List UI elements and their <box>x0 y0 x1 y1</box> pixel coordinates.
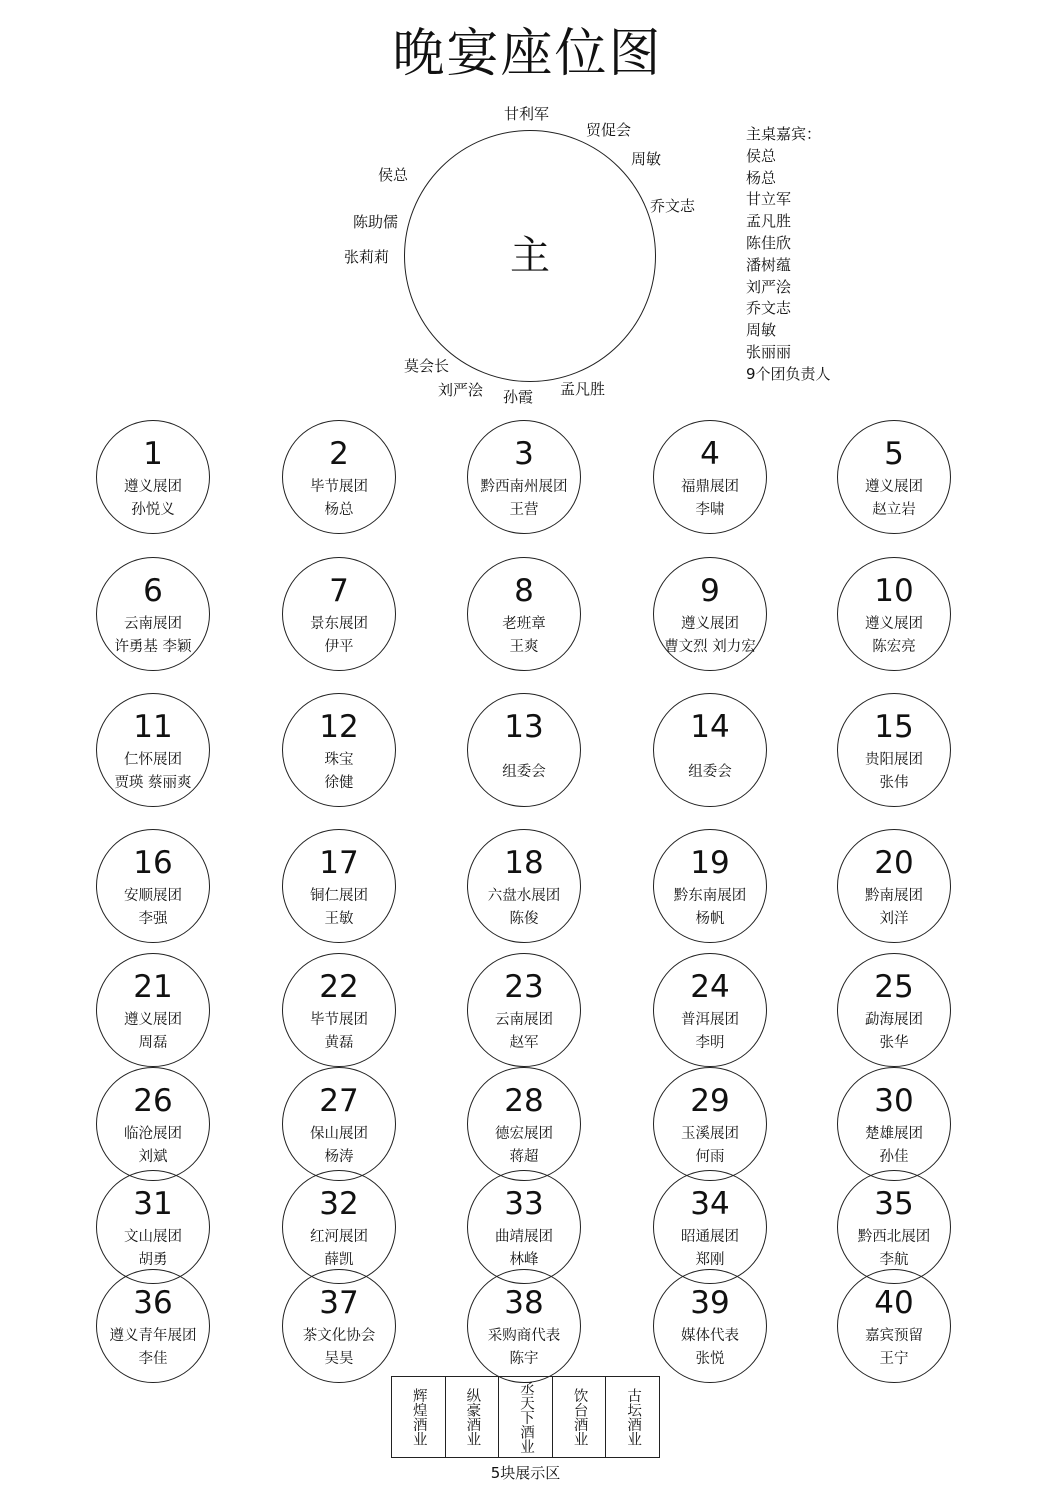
main-seat: 孙霞 <box>503 388 534 406</box>
table-group: 临沧展团 <box>124 1126 182 1142</box>
guest-list-title: 主桌嘉宾： <box>746 125 822 143</box>
booth <box>499 1377 553 1457</box>
booth <box>553 1377 607 1457</box>
guest-table <box>837 829 951 943</box>
guest-name: 孟凡胜 <box>746 212 792 231</box>
booth <box>392 1377 446 1457</box>
table-group: 遵义展团 <box>124 1012 182 1028</box>
guest-table <box>837 557 951 671</box>
table-host: 杨帆 <box>695 911 725 927</box>
table-host: 陈宇 <box>509 1351 539 1367</box>
table-host: 曹文烈 刘力宏 <box>664 639 756 655</box>
table-number: 23 <box>504 969 544 1005</box>
guest-name: 潘树蕴 <box>746 255 792 274</box>
table-host: 刘斌 <box>138 1149 168 1165</box>
table-number: 13 <box>504 709 544 745</box>
table-group: 景东展团 <box>310 616 368 632</box>
table-number: 16 <box>133 845 173 881</box>
table-group: 铜仁展团 <box>310 888 368 904</box>
guest-table <box>96 1269 210 1383</box>
table-number: 33 <box>504 1186 544 1222</box>
table-group: 福鼎展团 <box>681 479 739 495</box>
table-number: 19 <box>690 845 730 881</box>
table-group: 黔南展团 <box>865 888 923 904</box>
table-number: 30 <box>874 1083 914 1119</box>
guest-table <box>653 1170 767 1284</box>
booth-caption: 5块展示区 <box>490 1464 561 1482</box>
guest-table <box>837 1269 951 1383</box>
guest-table <box>467 420 581 534</box>
table-host: 赵立岩 <box>872 502 916 518</box>
guest-table <box>653 693 767 807</box>
table-host: 许勇基 李颖 <box>114 639 192 655</box>
guest-table <box>467 693 581 807</box>
table-host: 陈宏亮 <box>872 639 916 655</box>
guest-name: 杨总 <box>746 168 777 187</box>
table-number: 31 <box>133 1186 173 1222</box>
table-number: 38 <box>504 1285 544 1321</box>
table-number: 12 <box>319 709 359 745</box>
guest-table <box>282 953 396 1067</box>
guest-table <box>96 829 210 943</box>
guest-table <box>96 693 210 807</box>
table-host: 陈俊 <box>509 911 539 927</box>
head-table-guest-list <box>746 124 831 386</box>
table-host: 蒋超 <box>509 1149 539 1165</box>
table-number: 26 <box>133 1083 173 1119</box>
guest-table <box>282 1269 396 1383</box>
table-number: 15 <box>874 709 914 745</box>
table-group: 毕节展团 <box>310 1012 368 1028</box>
table-group: 黔西南州展团 <box>480 479 568 495</box>
table-group: 曲靖展团 <box>495 1229 553 1245</box>
table-group: 毕节展团 <box>310 479 368 495</box>
guest-table <box>282 693 396 807</box>
guest-name: 甘立军 <box>746 190 792 209</box>
table-number: 18 <box>504 845 544 881</box>
main-seat: 刘严浍 <box>438 381 484 399</box>
guest-table <box>653 557 767 671</box>
guest-table <box>467 1067 581 1181</box>
table-group: 黔西北展团 <box>857 1229 931 1245</box>
main-seat: 孟凡胜 <box>560 380 606 398</box>
table-group: 茶文化协会 <box>302 1328 376 1344</box>
guest-name: 乔文志 <box>746 299 792 318</box>
table-number: 39 <box>690 1285 730 1321</box>
table-host: 李啸 <box>695 502 725 518</box>
table-group: 贵阳展团 <box>865 752 923 768</box>
guest-table <box>653 1269 767 1383</box>
table-group: 安顺展团 <box>124 888 182 904</box>
main-table-label: 主 <box>510 233 550 279</box>
guest-table <box>837 953 951 1067</box>
table-group: 勐海展团 <box>865 1012 923 1028</box>
table-host: 胡勇 <box>138 1252 168 1268</box>
table-group: 遵义青年展团 <box>109 1328 197 1344</box>
table-group: 老班章 <box>502 616 546 632</box>
main-seat: 张莉莉 <box>344 248 390 266</box>
guest-table <box>96 953 210 1067</box>
main-seat: 莫会长 <box>404 357 450 375</box>
guest-table <box>837 420 951 534</box>
booth <box>446 1377 500 1457</box>
table-number: 3 <box>514 436 534 472</box>
guest-table <box>96 1170 210 1284</box>
guest-table <box>96 557 210 671</box>
guest-table <box>837 1170 951 1284</box>
table-group: 仁怀展团 <box>124 752 182 768</box>
table-host: 郑刚 <box>695 1252 725 1268</box>
table-host: 王营 <box>509 502 539 518</box>
guest-table <box>96 1067 210 1181</box>
table-number: 20 <box>874 845 914 881</box>
booth-label: 古坛酒业 <box>625 1388 642 1446</box>
guest-name: 侯总 <box>746 146 777 165</box>
guest-table <box>467 1269 581 1383</box>
main-seat: 甘利军 <box>504 105 550 123</box>
booth <box>606 1377 659 1457</box>
table-group: 德宏展团 <box>495 1126 553 1142</box>
table-group: 遵义展团 <box>124 479 182 495</box>
table-number: 8 <box>514 573 534 609</box>
table-host: 黄磊 <box>324 1035 354 1051</box>
table-group: 红河展团 <box>310 1229 368 1245</box>
guest-table <box>96 420 210 534</box>
table-host: 林峰 <box>509 1252 539 1268</box>
table-host: 张伟 <box>879 775 909 791</box>
guest-table <box>467 557 581 671</box>
table-number: 17 <box>319 845 359 881</box>
table-host: 李航 <box>879 1252 909 1268</box>
guest-table <box>837 693 951 807</box>
table-host: 刘洋 <box>879 911 909 927</box>
table-group: 文山展团 <box>124 1229 182 1245</box>
main-seat: 侯总 <box>378 166 409 184</box>
table-host: 吴昊 <box>324 1351 354 1367</box>
guest-name: 张丽丽 <box>746 342 792 361</box>
table-number: 25 <box>874 969 914 1005</box>
table-host: 张华 <box>879 1035 909 1051</box>
main-seat: 周敏 <box>631 150 662 168</box>
guest-table <box>282 1170 396 1284</box>
table-host: 孙悦义 <box>131 502 175 518</box>
table-number: 35 <box>874 1186 914 1222</box>
table-number: 34 <box>690 1186 730 1222</box>
table-number: 10 <box>874 573 914 609</box>
table-group: 珠宝 <box>324 752 354 768</box>
table-group: 采购商代表 <box>487 1328 561 1344</box>
table-host: 周磊 <box>138 1035 168 1051</box>
table-group: 组委会 <box>688 764 732 780</box>
table-host: 杨总 <box>324 502 354 518</box>
table-host: 杨涛 <box>324 1149 354 1165</box>
table-number: 29 <box>690 1083 730 1119</box>
guest-table <box>653 953 767 1067</box>
booth-label: 纵豪酒业 <box>464 1388 481 1446</box>
table-group: 云南展团 <box>495 1012 553 1028</box>
table-number: 9 <box>700 573 720 609</box>
table-group: 云南展团 <box>124 616 182 632</box>
table-host: 贾瑛 蔡丽爽 <box>114 775 192 791</box>
guest-table <box>467 829 581 943</box>
table-host: 赵军 <box>509 1035 539 1051</box>
table-number: 5 <box>884 436 904 472</box>
booth-label: 辉煌酒业 <box>410 1388 427 1446</box>
guest-table <box>467 1170 581 1284</box>
table-number: 22 <box>319 969 359 1005</box>
guest-table <box>653 1067 767 1181</box>
guest-table <box>653 420 767 534</box>
table-host: 李强 <box>138 911 168 927</box>
table-number: 24 <box>690 969 730 1005</box>
guest-name: 陈佳欣 <box>746 233 792 252</box>
table-group: 玉溪展团 <box>681 1126 739 1142</box>
table-group: 六盘水展团 <box>487 888 561 904</box>
table-number: 36 <box>133 1285 173 1321</box>
page-title: 晚宴座位图 <box>392 24 663 84</box>
table-host: 张悦 <box>695 1351 725 1367</box>
table-group: 楚雄展团 <box>865 1126 923 1142</box>
table-number: 28 <box>504 1083 544 1119</box>
main-seat: 陈助儒 <box>353 213 399 231</box>
table-host: 李明 <box>695 1035 725 1051</box>
main-seat: 贸促会 <box>586 121 632 139</box>
table-host: 徐健 <box>324 775 354 791</box>
guest-table <box>837 1067 951 1181</box>
table-group: 遵义展团 <box>865 616 923 632</box>
guest-table <box>282 1067 396 1181</box>
table-number: 32 <box>319 1186 359 1222</box>
main-seat: 乔文志 <box>650 197 696 215</box>
table-host: 薛凯 <box>324 1252 354 1268</box>
table-host: 王宁 <box>879 1351 909 1367</box>
table-group: 组委会 <box>502 764 546 780</box>
booth-label: 丞天下酒业 <box>517 1380 534 1454</box>
guest-table <box>653 829 767 943</box>
table-number: 4 <box>700 436 720 472</box>
guest-table <box>282 420 396 534</box>
table-group: 媒体代表 <box>681 1328 739 1344</box>
table-number: 14 <box>690 709 730 745</box>
table-group: 昭通展团 <box>681 1229 739 1245</box>
table-host: 王爽 <box>509 639 539 655</box>
guest-table <box>282 557 396 671</box>
table-host: 李佳 <box>138 1351 168 1367</box>
table-group: 遵义展团 <box>681 616 739 632</box>
table-group: 嘉宾预留 <box>865 1328 923 1344</box>
booth-label: 饮台酒业 <box>571 1388 588 1446</box>
table-number: 21 <box>133 969 173 1005</box>
guest-name: 周敏 <box>746 321 777 340</box>
table-group: 黔东南展团 <box>673 888 747 904</box>
table-group: 普洱展团 <box>681 1012 739 1028</box>
table-number: 40 <box>874 1285 914 1321</box>
table-host: 孙佳 <box>879 1149 909 1165</box>
guest-table <box>467 953 581 1067</box>
guest-table <box>282 829 396 943</box>
guest-name: 9个团负责人 <box>746 364 831 383</box>
table-host: 王敏 <box>324 911 354 927</box>
exhibition-booths <box>391 1376 660 1458</box>
table-host: 伊平 <box>324 639 354 655</box>
table-host: 何雨 <box>695 1149 725 1165</box>
table-number: 2 <box>329 436 349 472</box>
table-group: 遵义展团 <box>865 479 923 495</box>
table-number: 37 <box>319 1285 359 1321</box>
table-number: 11 <box>133 709 173 745</box>
guest-name: 刘严浍 <box>746 277 792 296</box>
table-number: 6 <box>143 573 163 609</box>
table-number: 7 <box>329 573 349 609</box>
table-number: 27 <box>319 1083 359 1119</box>
table-group: 保山展团 <box>310 1126 368 1142</box>
table-number: 1 <box>143 436 163 472</box>
